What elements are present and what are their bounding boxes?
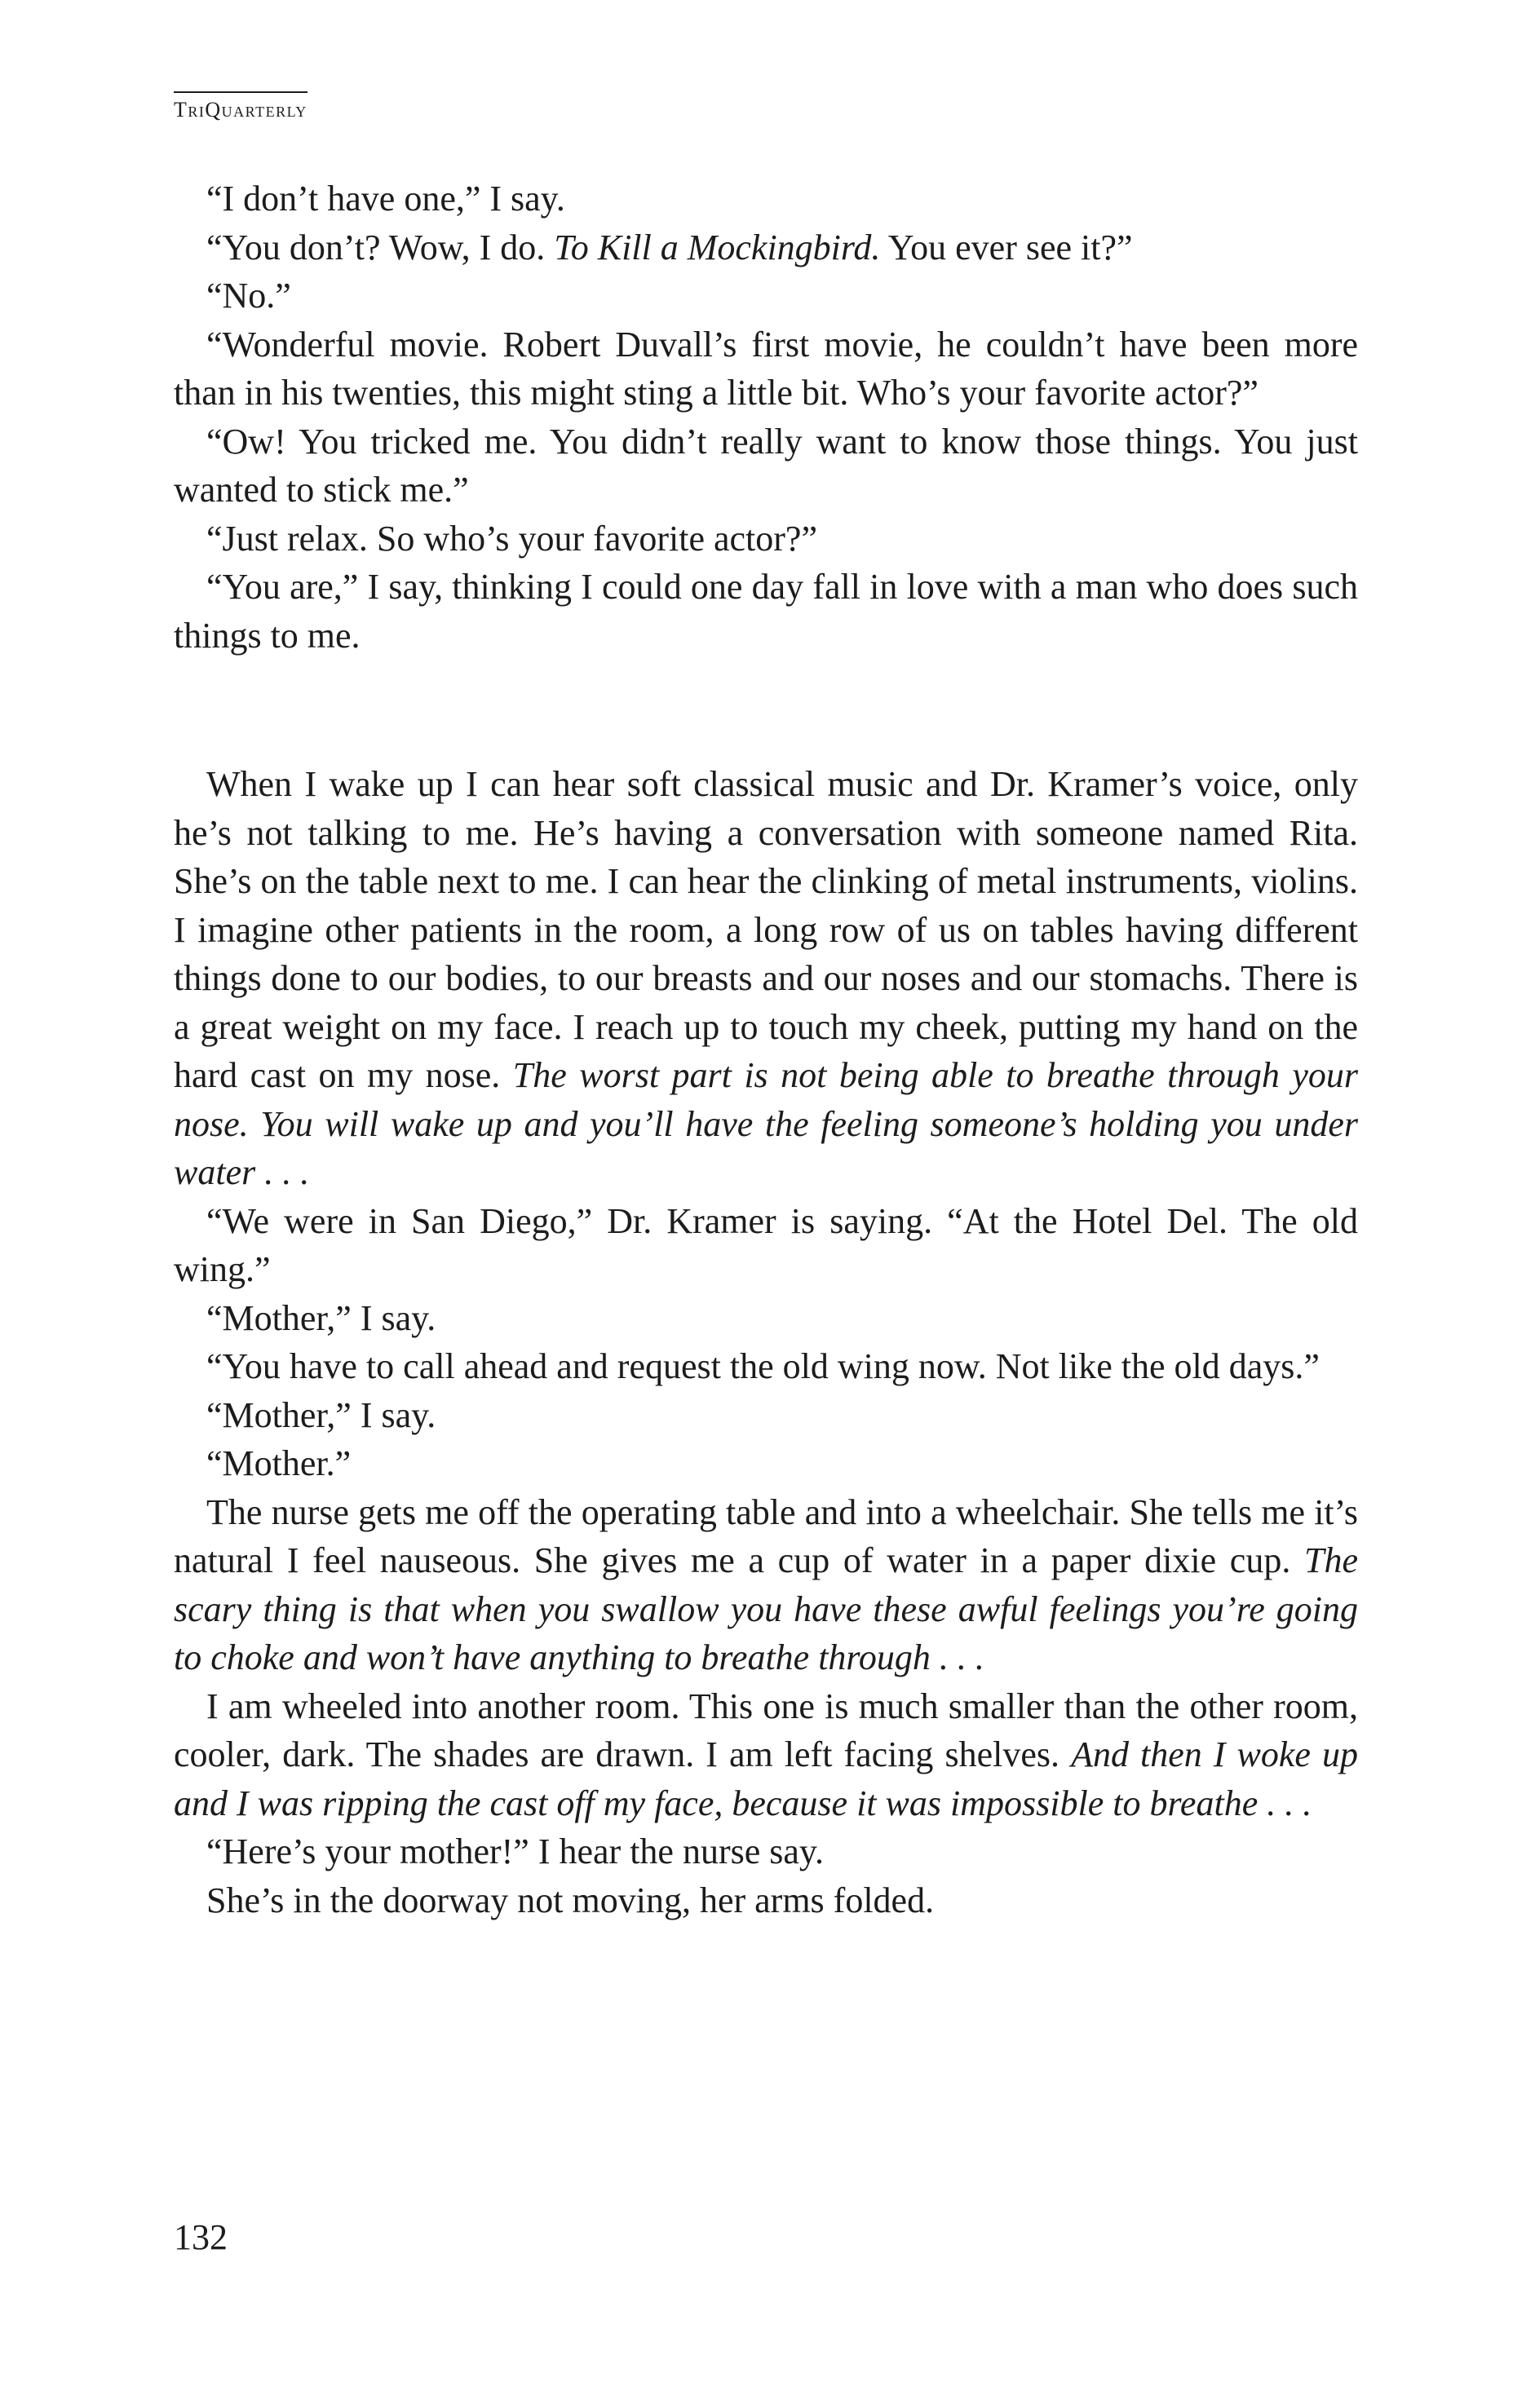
paragraph: “No.” [206,276,291,316]
paragraph: “You are,” I say, thinking I could one day fall in love with a man who does such things to me. [174,567,1358,656]
paragraph: “Ow! You tricked me. You didn’t really want to know those things. You just wanted to stick me.” [174,421,1358,510]
italic-text: And then I woke up and I was ripping the cast off my face, because it was impossible to breathe . . . [174,1734,1358,1823]
paragraph: When I wake up I can hear soft classical music and Dr. Kramer’s voice, only he’s not talking to me. He’s having a conversation with someone named Rita. She’s on the table next to me. I can hear the clinking of metal instruments, violins. I imagine other patients in the room, a long row of us on tables having different things done to our bodies, to our breasts and our noses and our stomachs. There is a great weight on my face. I reach up to touch my cheek, putting my hand on the hard cast on my nose. The worst part is not being able to breathe through your nose. You will wake up and you’ll have the feeling someone’s holding you under water . . . [174,764,1358,1192]
paragraph: “Mother,” I say. [206,1297,436,1338]
narrative-section [174,760,1358,1924]
paragraph: I am wheeled into another room. This one is much smaller than the other room, cooler, dark. The shades are drawn. I am left facing shelves. And then I woke up and I was ripping the cast off my face, because it was impossible to breathe . . . [174,1686,1358,1823]
paragraph: “We were in San Diego,” Dr. Kramer is saying. “At the Hotel Del. The old wing.” [174,1200,1358,1289]
italic-text: The worst part is not being able to breathe through your nose. You will wake up and you’ll have the feeling someone’s holding you under water . . . [174,1055,1358,1192]
paragraph: “Just relax. So who’s your favorite actor?” [206,518,817,559]
paragraph: “Mother.” [206,1443,352,1483]
paragraph: “I don’t have one,” I say. [206,179,565,219]
dialogue-section [174,175,1358,660]
italic-text: The scary thing is that when you swallow you have these awful feelings you’re going to choke and won’t have anything to breathe through . . . [174,1540,1358,1677]
paragraph: She’s in the doorway not moving, her arms folded. [206,1880,935,1920]
paragraph: “Here’s your mother!” I hear the nurse say. [206,1831,825,1871]
italic-text: To Kill a Mockingbird. [554,227,881,267]
paragraph: The nurse gets me off the operating table and into a wheelchair. She tells me it’s natural I feel nauseous. She gives me a cup of water in a paper dixie cup. The scary thing is that when you swallow you have these awful feelings you’re going to choke and won’t have anything to breathe through . . . [174,1491,1358,1677]
paragraph: “You don’t? Wow, I do. To Kill a Mockingbird. You ever see it?” [206,227,1133,267]
page-number: 132 [174,2217,228,2257]
running-header: TriQuarterly [174,91,307,122]
paragraph: “Mother,” I say. [206,1394,436,1435]
paragraph: “You have to call ahead and request the old wing now. Not like the old days.” [206,1346,1320,1386]
paragraph: “Wonderful movie. Robert Duvall’s first movie, he couldn’t have been more than in his twenties, this might sting a little bit. Who’s your favorite actor?” [174,324,1358,413]
